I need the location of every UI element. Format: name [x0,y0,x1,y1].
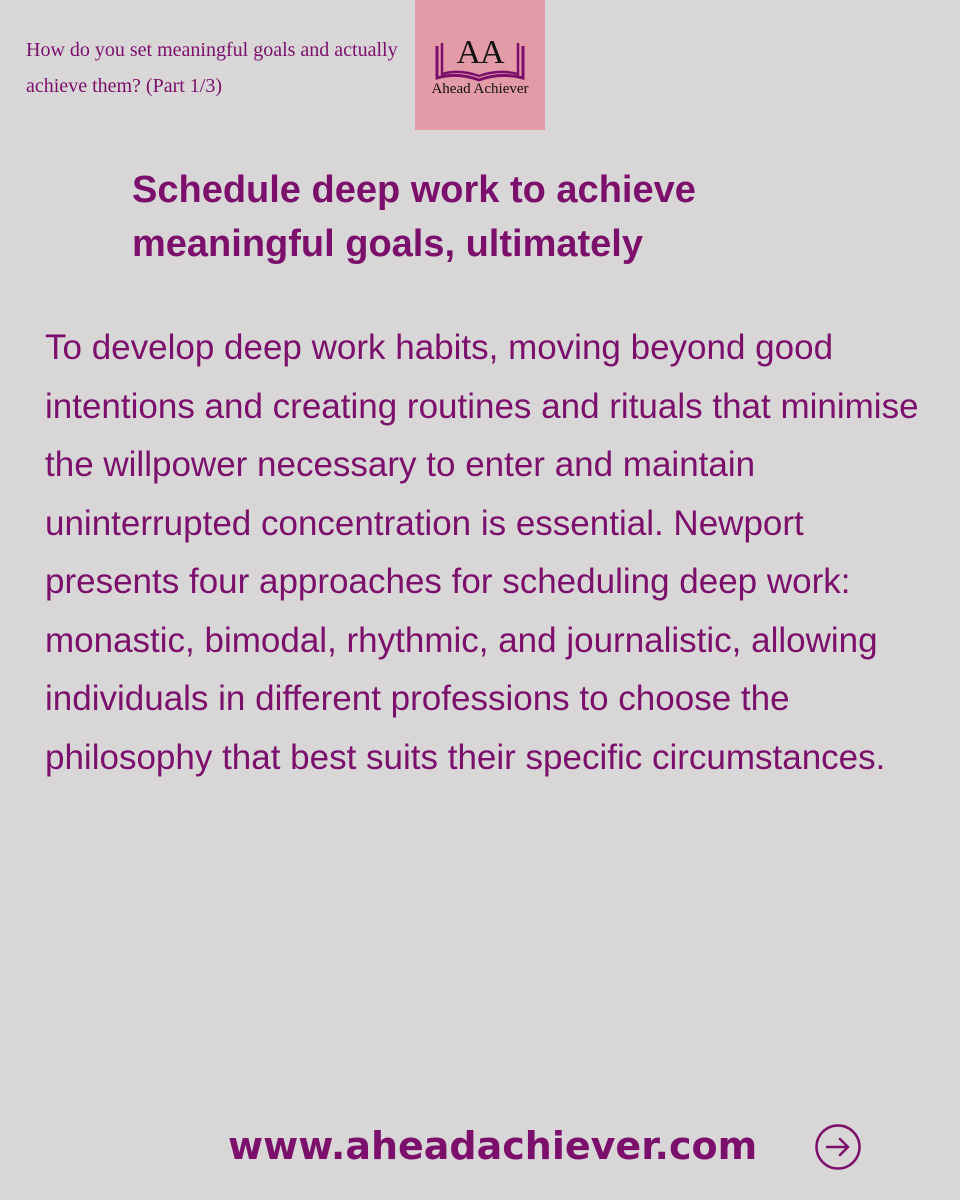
logo [415,0,545,130]
body-text: To develop deep work habits, moving beyond good intentions and creating routines and rituals that minimise the willpower necessary to enter and maintain uninterrupted concentration is essential. Newport presents four approaches for scheduling deep work: monastic, bimodal, rhythmic, and journalistic, allowing individuals in different professions to choose the philosophy that best suits their specific circumstances. [45,328,919,777]
series-title: How do you set meaningful goals and actually achieve them? (Part 1/3) [26,39,398,97]
arrow-right-circle-icon [814,1123,862,1171]
next-button[interactable] [814,1123,862,1171]
headline: Schedule deep work to achieve meaningful goals, ultimately [132,169,696,265]
logo-letters: AA [456,34,504,71]
logo-name: Ahead Achiever [431,81,529,97]
website-link[interactable]: www.aheadachiever.com [228,1124,758,1168]
